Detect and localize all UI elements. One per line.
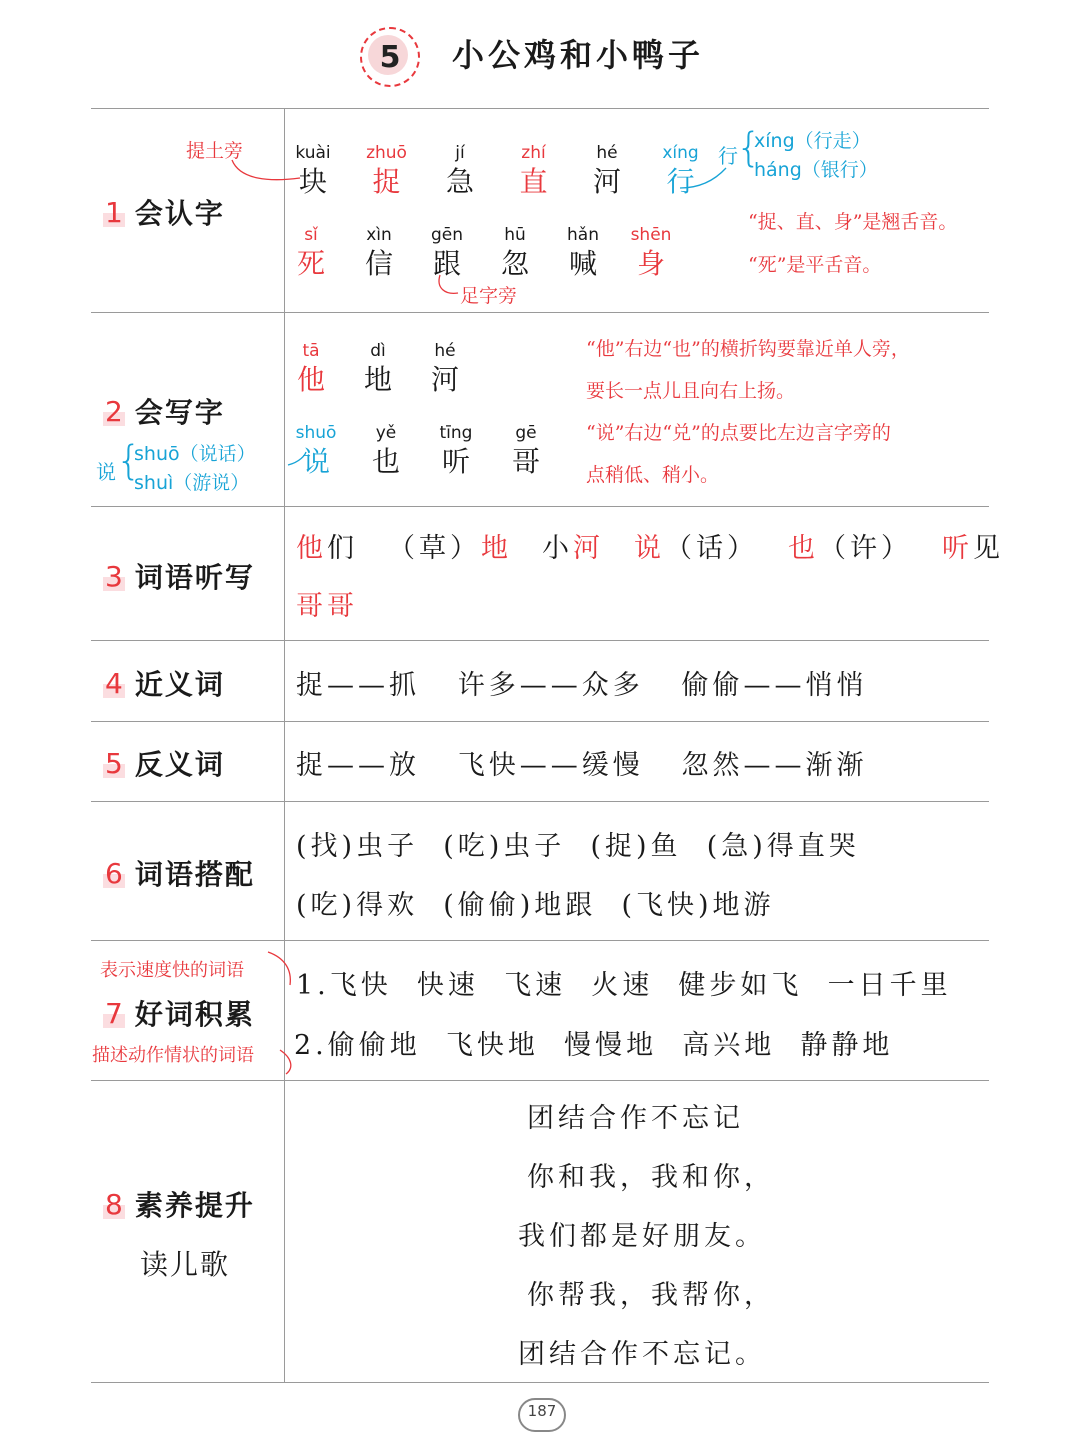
- word-context: 见: [973, 533, 1004, 564]
- dictation-word: [296, 533, 358, 564]
- note-radical-tu: 提土旁: [186, 140, 244, 162]
- character: 也: [371, 445, 400, 478]
- character: 听: [441, 445, 470, 478]
- word-target-char: 地: [481, 533, 512, 564]
- s7-note-top: 表示速度快的词语: [100, 960, 244, 981]
- pinyin: tīng: [439, 423, 473, 443]
- character: 直: [519, 165, 548, 198]
- pinyin: xìn: [366, 225, 392, 245]
- section-7-label: 7 好词积累: [105, 996, 255, 1031]
- section-8-label: 8 素养提升: [105, 1187, 255, 1222]
- word-context: （草）: [388, 533, 481, 564]
- section-3-label: 3 词语听写: [105, 559, 255, 594]
- s2-note-2: 要长一点儿且向右上扬。: [586, 380, 796, 402]
- pinyin: tā: [302, 341, 320, 361]
- xing-char: 行: [718, 144, 738, 168]
- pinyin: shuō: [295, 423, 337, 443]
- pinyin: shēn: [630, 225, 672, 245]
- s6-line2: (吃)得欢 (偷偷)地跟 (飞快)地游: [296, 890, 775, 921]
- word-target-char: 他: [296, 533, 327, 564]
- character: 行: [666, 165, 695, 198]
- xing-reading-2: háng（银行）: [754, 159, 878, 181]
- word-target-char: 也: [788, 533, 819, 564]
- character: 急: [445, 165, 474, 198]
- word-context: （许）: [819, 533, 912, 564]
- pinyin: sǐ: [304, 225, 318, 245]
- s7-line1: 1.飞快 快速 飞速 火速 健步如飞 一日千里: [296, 970, 952, 1001]
- section-8-sublabel: 读儿歌: [140, 1248, 231, 1281]
- character: 说: [301, 445, 330, 478]
- char-card: [351, 422, 421, 480]
- shuo-brace: {: [116, 438, 142, 484]
- word-context: （话）: [665, 533, 758, 564]
- pinyin: gēn: [430, 225, 464, 245]
- arrow-zu: [439, 275, 458, 293]
- char-card: [410, 340, 480, 398]
- dictation-word: [388, 533, 512, 564]
- dictation-word: [788, 533, 912, 564]
- poem-line-1: 你和我，我和你，: [527, 1162, 775, 1193]
- dictation-word: [634, 533, 758, 564]
- pinyin: yě: [375, 423, 397, 443]
- section-2-label: 2 会写字: [105, 394, 225, 429]
- character: 哥: [511, 445, 540, 478]
- poem-title: 团结合作不忘记: [527, 1103, 744, 1134]
- page-number: 187: [518, 1398, 566, 1432]
- s2-note-4: 点稍低、稍小。: [586, 464, 720, 486]
- character: 死: [296, 247, 325, 280]
- character: 河: [430, 363, 459, 396]
- xing-brace: {: [736, 125, 762, 171]
- section-1-label: 1 会认字: [105, 195, 225, 230]
- pinyin: hé: [434, 341, 456, 361]
- character: 地: [363, 363, 392, 396]
- xing-reading-1: xíng（行走）: [754, 130, 871, 152]
- char-card: [281, 422, 351, 480]
- char-card: [276, 340, 346, 398]
- note-flat: “死”是平舌音。: [748, 254, 882, 276]
- s2-note-3: “说”右边“兑”的点要比左边言字旁的: [586, 422, 891, 444]
- character: 身: [636, 247, 665, 280]
- pinyin: dì: [370, 341, 386, 361]
- note-retroflex: “捉、直、身”是翘舌音。: [748, 211, 958, 233]
- arrow-tu: [232, 160, 300, 180]
- arrow-s7-bottom: [280, 1050, 291, 1074]
- note-radical-zu: 足字旁: [460, 285, 518, 307]
- character: 跟: [432, 247, 461, 280]
- poem-line-2: 我们都是好朋友。: [518, 1221, 766, 1252]
- character: 捉: [372, 165, 401, 198]
- s3-words-line2: 哥哥: [296, 591, 358, 622]
- word-target-char: 听: [942, 533, 973, 564]
- poem-line-4: 团结合作不忘记。: [518, 1339, 766, 1370]
- arrow-xing: [680, 168, 726, 188]
- s4-synonyms: 捉——抓 许多——众多 偷偷——悄悄: [296, 670, 868, 701]
- pinyin: hū: [504, 225, 526, 245]
- pinyin: zhuō: [366, 143, 407, 163]
- pinyin: hé: [596, 143, 618, 163]
- character: 信: [364, 247, 393, 280]
- s7-note-bottom: 描述动作情状的词语: [92, 1045, 254, 1066]
- character: 喊: [568, 247, 597, 280]
- s3-words-line1: [296, 526, 1034, 565]
- word-target-char: 河: [573, 533, 604, 564]
- s6-line1: (找)虫子 (吃)虫子 (捉)鱼 (急)得直哭: [296, 831, 860, 862]
- pinyin: xíng: [662, 143, 699, 163]
- shuo-reading-2: shuì（游说）: [134, 472, 250, 494]
- word-context: 小: [542, 533, 573, 564]
- char-card: [421, 422, 491, 480]
- page-title: 小公鸡和小鸭子: [452, 36, 705, 74]
- section-4-label: 4 近义词: [105, 666, 225, 701]
- dictation-word: [942, 533, 1004, 564]
- lesson-number: 5: [379, 39, 401, 75]
- word-context: 们: [327, 533, 358, 564]
- s7-line2: 2.偷偷地 飞快地 慢慢地 高兴地 静静地: [294, 1030, 894, 1061]
- section-5-label: 5 反义词: [105, 746, 225, 781]
- pinyin: zhí: [521, 143, 546, 163]
- arrow-s7-top: [268, 952, 290, 985]
- poem-line-3: 你帮我，我帮你，: [527, 1280, 775, 1311]
- dictation-word: [542, 533, 604, 564]
- section-6-label: 6 词语搭配: [105, 856, 255, 891]
- character: 块: [298, 165, 327, 198]
- shuo-reading-1: shuō（说话）: [134, 443, 256, 465]
- character: 他: [296, 363, 325, 396]
- character: 河: [592, 165, 621, 198]
- pinyin: hǎn: [567, 225, 599, 245]
- pinyin: kuài: [295, 143, 331, 163]
- s5-antonyms: 捉——放 飞快——缓慢 忽然——渐渐: [296, 750, 868, 781]
- pinyin: gē: [515, 423, 537, 443]
- char-card: [343, 340, 413, 398]
- char-card: [491, 422, 561, 480]
- shuo-char: 说: [96, 460, 116, 484]
- character: 忽: [500, 247, 529, 280]
- word-target-char: 说: [634, 533, 665, 564]
- pinyin: jí: [455, 143, 465, 163]
- s2-note-1: “他”右边“也”的横折钩要靠近单人旁，: [586, 338, 910, 360]
